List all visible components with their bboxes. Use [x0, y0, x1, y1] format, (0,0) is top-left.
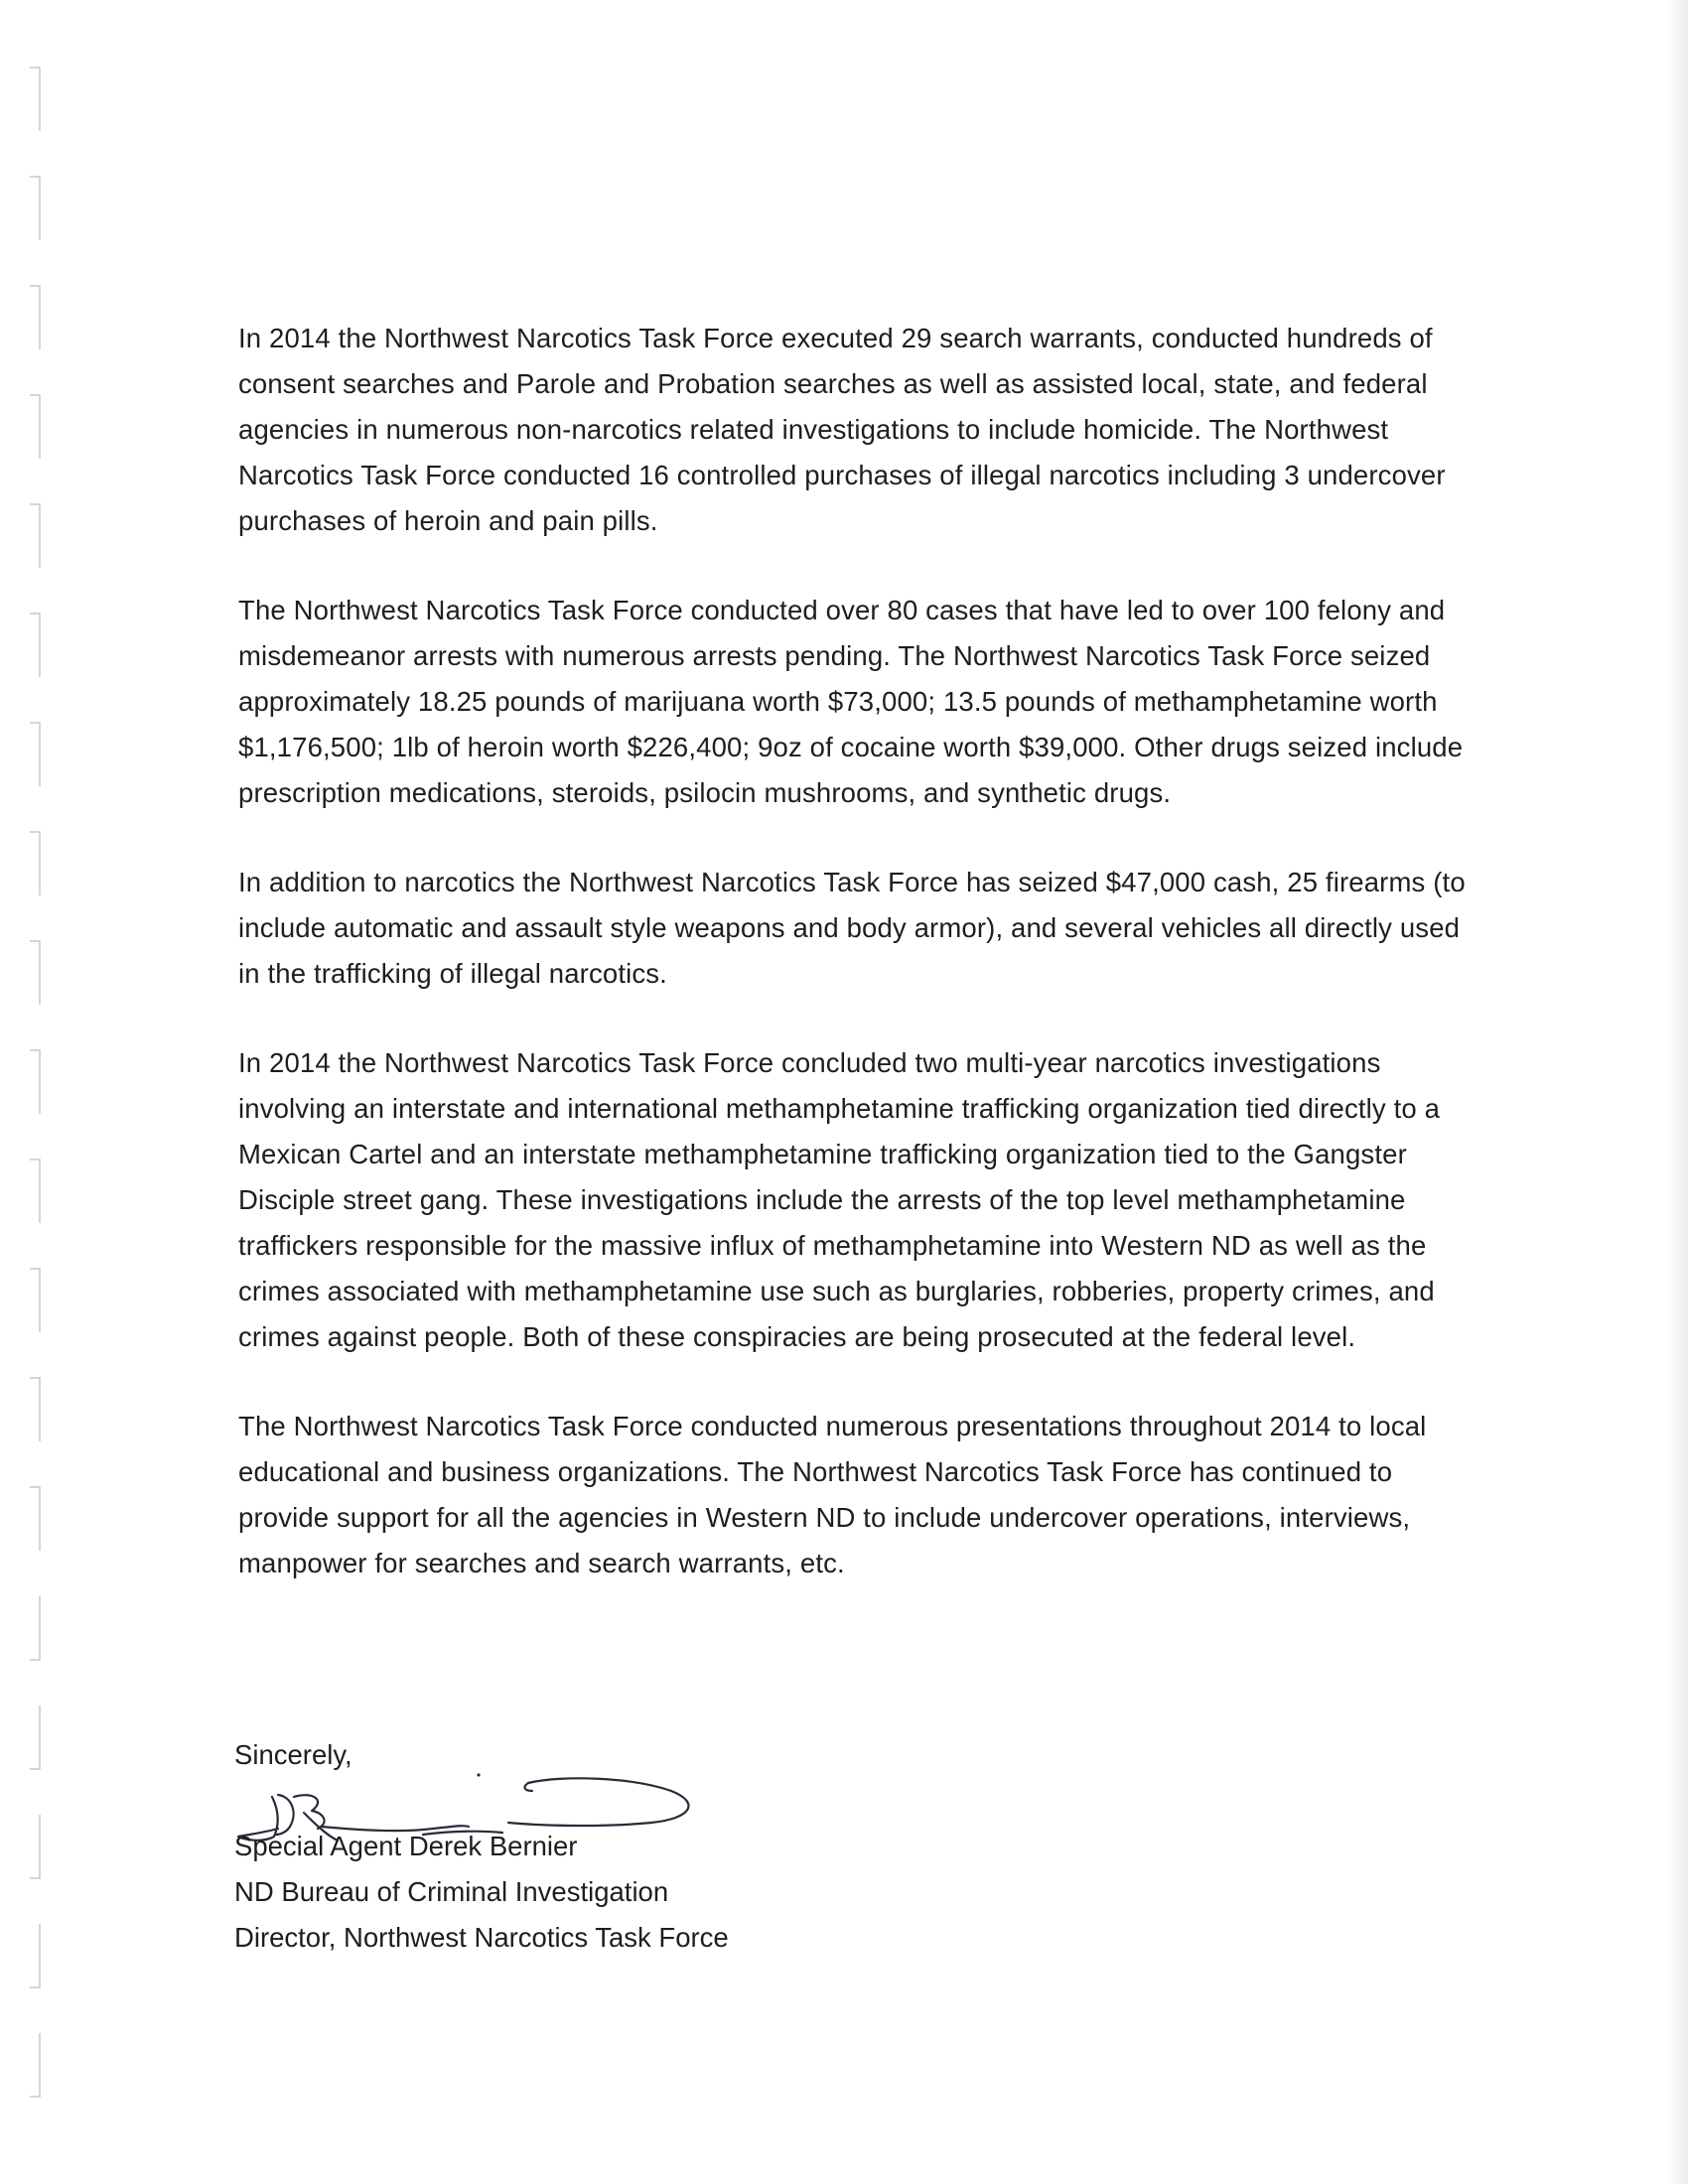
signer-title: Director, Northwest Narcotics Task Force — [234, 1922, 729, 1953]
paragraph-cases-and-seizures: The Northwest Narcotics Task Force conducted over 80 cases that have led to over 100 felony and misdemeanor arrests with numerous arrests pending. The Northwest Narcotics Task Force seized approximately 18.25 pounds of marijuana worth $73,000; 13.5 pounds of methamphetamine worth $1,176,500; 1lb of heroin worth $226,400; 9oz of cocaine worth $39,000. Other drugs seized include prescription medications, steroids, psilocin mushrooms, and synthetic drugs. — [238, 595, 1464, 808]
paragraph-cash-and-firearms: In addition to narcotics the Northwest Narcotics Task Force has seized $47,000 cash, 25 firearms (to include automatic and assault style weapons and body armor), and several vehicles all directly used in the trafficking of illegal narcotics. — [238, 867, 1466, 989]
paragraph-presentations: The Northwest Narcotics Task Force conducted numerous presentations throughout 2014 to local educational and business organizations. The Northwest Narcotics Task Force has continued to provide support for all the agencies in Western ND to include undercover operations, interviews, manpower for searches and search warrants, etc. — [238, 1411, 1427, 1578]
salutation: Sincerely, — [234, 1739, 352, 1770]
paragraph-investigations: In 2014 the Northwest Narcotics Task Force concluded two multi-year narcotics investigations involving an interstate and international methamphetamine trafficking organization tied directly to a Mexican Cartel and an interstate methamphetamine trafficking organization tied to the Gangster Disciple street gang. These investigations include the arrests of the top level methamphetamine traffickers responsible for the massive influx of methamphetamine into Western ND as well as the crimes associated with methamphetamine use such as burglaries, robberies, property crimes, and crimes against people. Both of these conspiracies are being prosecuted at the federal level. — [238, 1047, 1441, 1352]
signature-block — [234, 1824, 1128, 1961]
binder-edge-marks — [28, 60, 48, 2144]
letter-body — [238, 316, 1470, 1630]
scan-right-edge — [1666, 0, 1688, 2184]
signer-agency: ND Bureau of Criminal Investigation — [234, 1876, 669, 1907]
paragraph-search-warrants: In 2014 the Northwest Narcotics Task Force executed 29 search warrants, conducted hundreds of consent searches and Parole and Probation searches as well as assisted local, state, and federal agencies in numerous non-narcotics related investigations to include homicide. The Northwest Narcotics Task Force conducted 16 controlled purchases of illegal narcotics including 3 undercover purchases of heroin and pain pills. — [238, 323, 1446, 536]
signer-name: Special Agent Derek Bernier — [234, 1831, 578, 1861]
